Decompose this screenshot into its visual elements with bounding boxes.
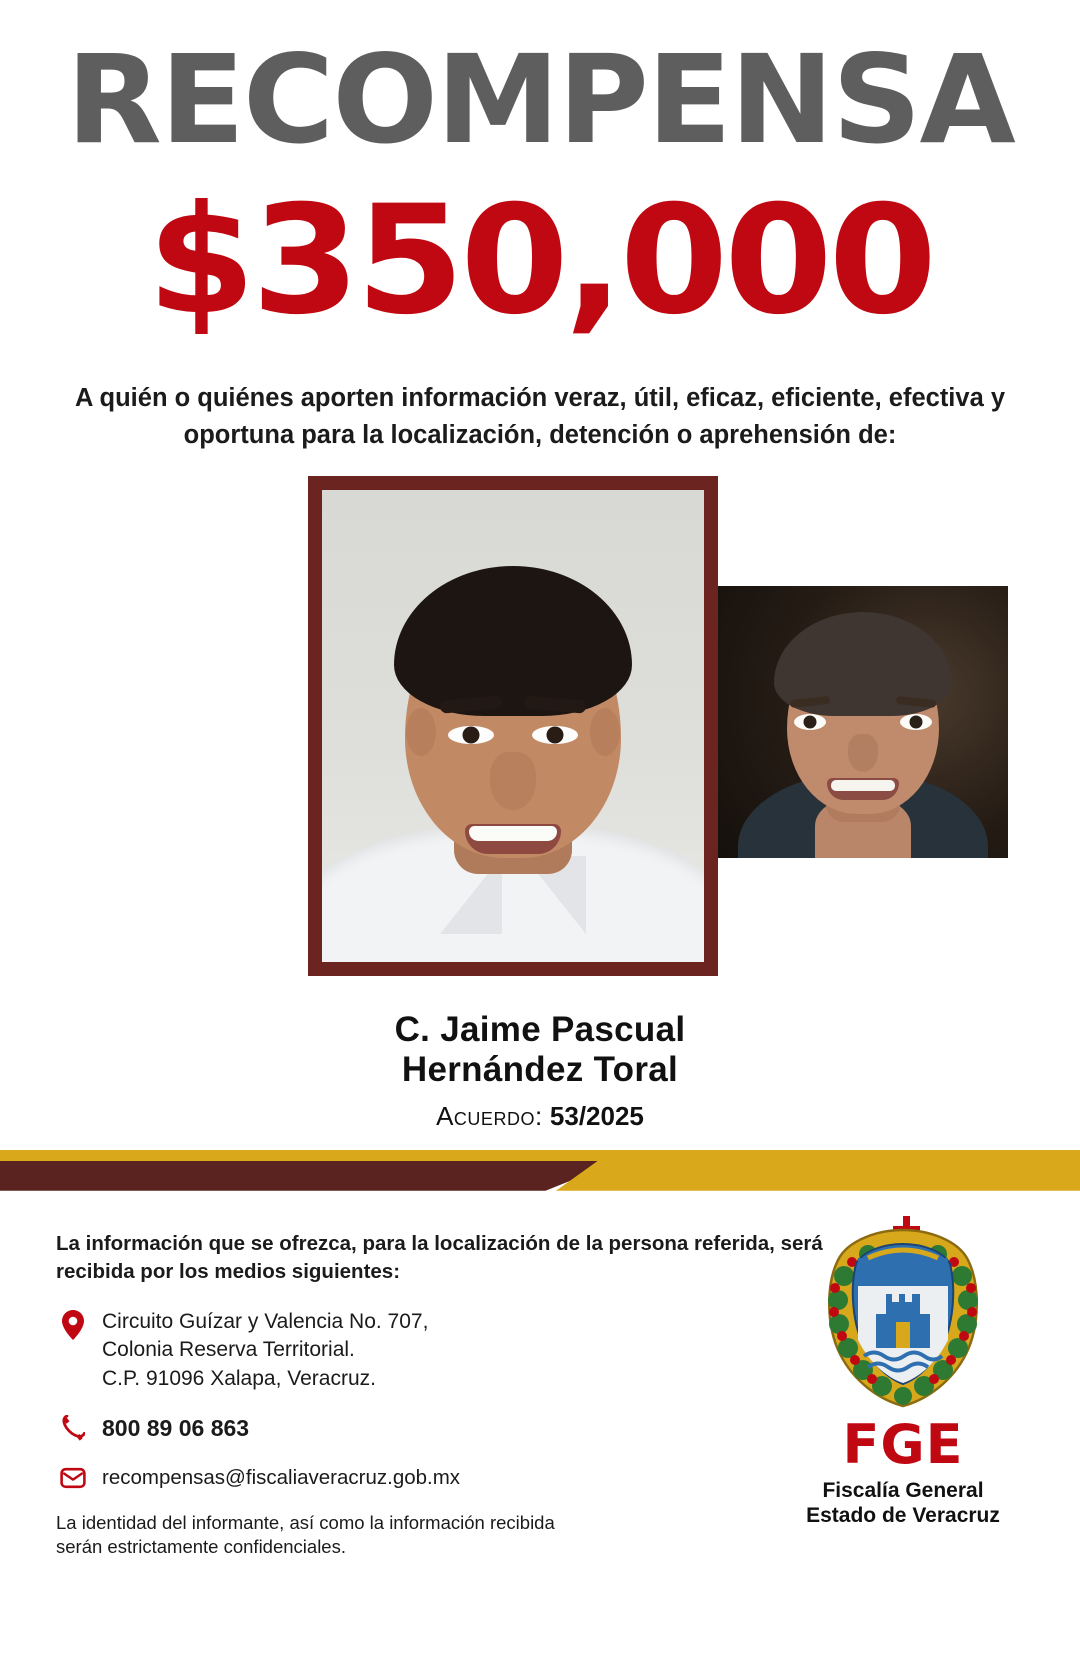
reward-description: A quién o quiénes aporten información veraz, útil, eficaz, eficiente, efectiva y oportuna para la localización, detención o aprehensión de: [74, 384, 1006, 450]
agreement-reference [0, 1101, 1080, 1132]
institution-name-line2: Estado de Veracruz [806, 1504, 1000, 1528]
hair-shape [394, 566, 632, 716]
subject-primary-photo [308, 476, 718, 976]
veracruz-crest-icon [808, 1214, 998, 1414]
contact-address [102, 1308, 428, 1392]
disclaimer-line2: serán estrictamente confidenciales. [56, 1536, 346, 1558]
agreement-value: 53/2025 [549, 1100, 644, 1131]
photo-group [0, 476, 1080, 996]
teeth-shape [469, 826, 557, 841]
institution-name-line1: Fiscalía General [822, 1478, 984, 1502]
reward-amount: $350,000 [147, 174, 933, 349]
contact-section [0, 1204, 1080, 1559]
decorative-divider [0, 1150, 1080, 1204]
contact-email[interactable]: recompensas@fiscaliaveracruz.gob.mx [102, 1465, 461, 1489]
subject-name-line2: Hernández Toral [401, 1049, 679, 1089]
divider-gold-wedge [556, 1161, 1080, 1191]
subject-name [0, 1010, 1080, 1088]
subject-secondary-photo [718, 586, 1008, 858]
mouth-shape [827, 778, 899, 800]
reward-poster [0, 29, 1080, 1675]
institution-acronym: FGE [842, 1412, 964, 1476]
divider-gold-line [0, 1150, 1080, 1161]
subject-name-line1: C. Jaime Pascual [394, 1010, 686, 1050]
divider-dark-wedge [0, 1161, 620, 1191]
teeth-shape [831, 780, 895, 791]
phone-icon [56, 1413, 90, 1441]
email-icon [56, 1464, 90, 1490]
nose-shape [848, 734, 878, 772]
agreement-label: Acuerdo: [436, 1100, 543, 1131]
nose-shape [490, 752, 536, 810]
institution-name [778, 1478, 1028, 1529]
address-line1: Circuito Guízar y Valencia No. 707, [102, 1310, 429, 1334]
confidentiality-disclaimer [56, 1511, 676, 1559]
institution-branding [778, 1214, 1028, 1529]
address-line3: C.P. 91096 Xalapa, Veracruz. [102, 1366, 376, 1390]
mouth-shape [465, 824, 561, 854]
disclaimer-line1: La identidad del informante, así como la información recibida [56, 1511, 555, 1533]
contact-intro-text: La información que se ofrezca, para la localización de la persona referida, será recibida por los medios siguientes: [56, 1231, 823, 1284]
contact-phone[interactable]: 800 89 06 863 [102, 1414, 250, 1441]
address-line2: Colonia Reserva Territorial. [102, 1338, 355, 1362]
location-pin-icon [56, 1308, 90, 1340]
portrait-illustration-male [322, 490, 704, 962]
page-title: RECOMPENSA [66, 29, 1014, 171]
